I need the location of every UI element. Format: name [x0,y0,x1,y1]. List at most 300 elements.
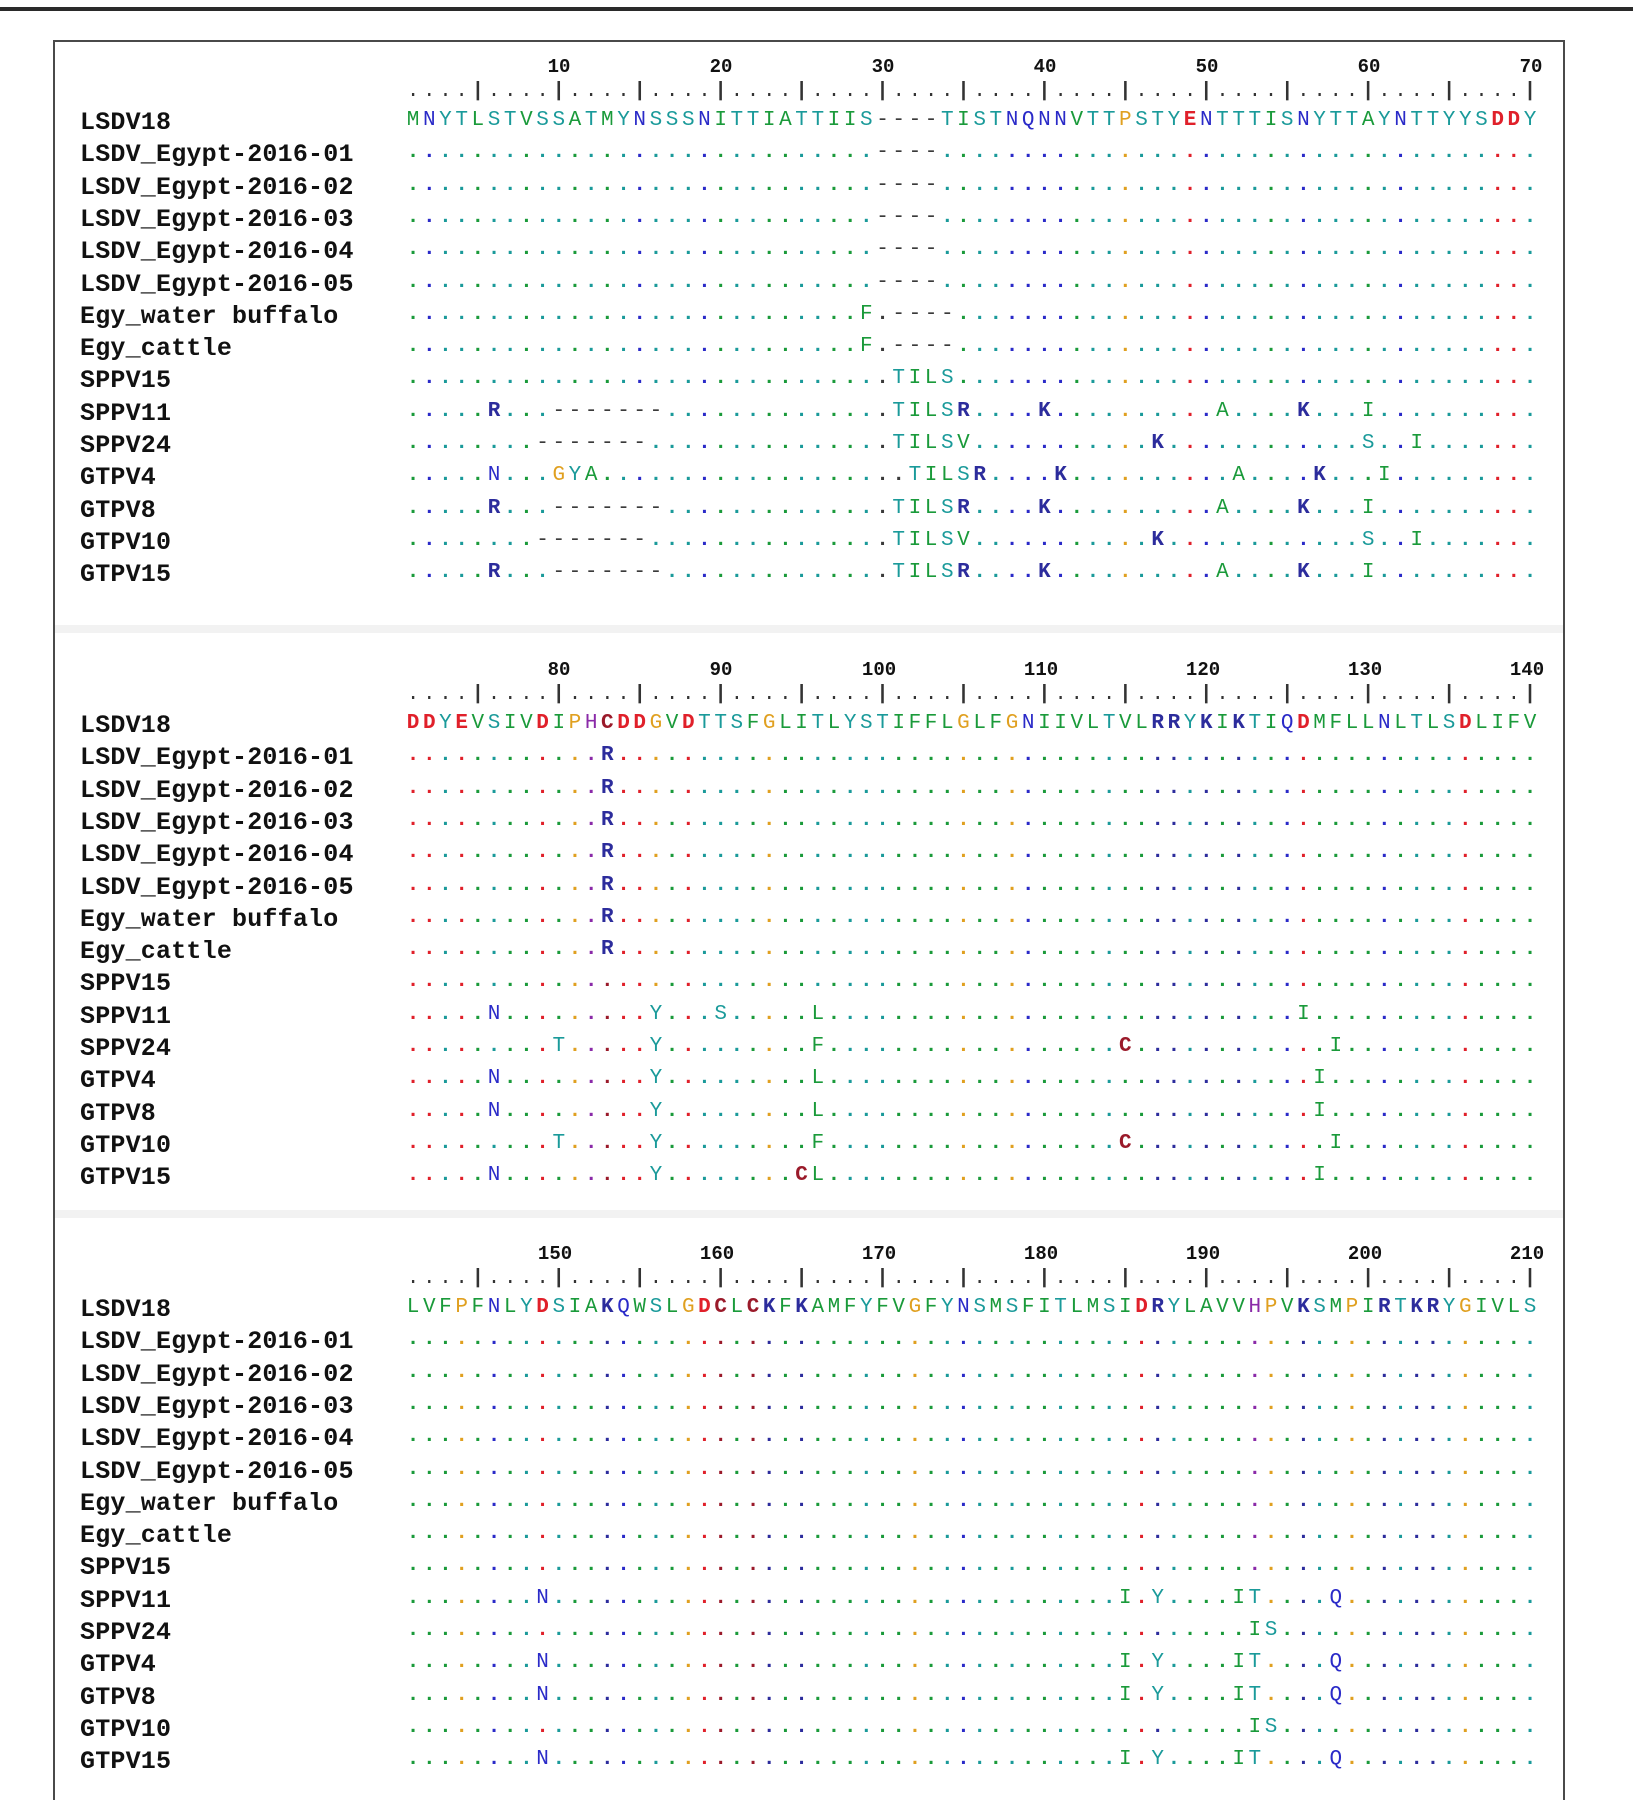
identical-residue: . [1054,141,1067,165]
identical-residue: . [795,1002,808,1026]
residue: Y [649,1067,663,1091]
identical-residue: . [1491,1164,1504,1188]
identical-residue: . [520,970,533,994]
identical-residue: . [989,496,1003,520]
identical-residue: . [1102,270,1116,294]
identical-residue: . [1021,1586,1035,1610]
residue: L [1394,712,1407,735]
identical-residue: . [1297,432,1310,455]
identical-residue: . [973,432,986,455]
residue: F [471,1296,485,1319]
residue: V [1491,1296,1504,1319]
identical-residue: . [1167,1002,1181,1026]
identical-residue: . [1005,528,1019,552]
identical-residue: . [860,1392,873,1416]
identical-residue: . [811,335,825,359]
identical-residue: . [1280,970,1294,994]
identical-residue: . [1216,1554,1229,1578]
identical-residue: . [1005,776,1019,800]
identical-residue: . [1426,1131,1440,1155]
identical-residue: . [1086,528,1100,552]
identical-residue: . [892,1425,906,1449]
identical-residue: . [779,1651,792,1675]
identical-residue: . [1378,873,1391,897]
identical-residue: . [1005,205,1019,229]
residue: N [487,1099,501,1123]
residue: E [1183,109,1197,132]
identical-residue: . [1005,744,1019,768]
identical-residue: . [1054,367,1067,391]
identical-residue: . [827,464,841,488]
identical-residue: . [455,808,468,832]
residue: I [1361,399,1375,423]
identical-residue: . [698,1554,711,1578]
identical-residue: . [1458,1554,1472,1578]
identical-residue: . [1005,873,1019,897]
identical-residue: . [1135,1619,1148,1642]
identical-residue: . [1216,238,1229,262]
identical-residue: . [698,776,711,800]
identical-residue: . [1102,302,1116,326]
identical-residue: . [617,744,630,768]
identical-residue: . [1232,776,1245,800]
identical-residue: . [455,970,468,994]
identical-residue: . [1313,1457,1326,1481]
identical-residue: . [746,432,760,455]
identical-residue: . [762,1586,776,1610]
identical-residue: . [617,1425,630,1449]
identical-residue: . [520,1425,533,1449]
identical-residue: . [665,808,679,832]
identical-residue: . [892,873,906,897]
identical-residue: . [536,1360,549,1384]
identical-residue: . [1361,776,1375,800]
identical-residue: . [779,841,792,865]
identical-residue: . [1378,841,1391,865]
residue: M [1086,1296,1100,1319]
identical-residue: . [892,1619,906,1642]
identical-residue: . [1232,335,1245,359]
identical-residue: . [568,1002,582,1026]
identical-residue: . [1264,1035,1278,1058]
identical-residue: . [1475,744,1488,768]
identical-residue: . [1021,873,1035,897]
identical-residue: . [1054,1425,1067,1449]
identical-residue: . [584,808,598,832]
identical-residue: . [1264,141,1278,165]
identical-residue: . [439,1425,452,1449]
identical-residue: . [989,1457,1003,1481]
identical-residue: . [1248,302,1262,326]
identical-residue: . [1507,1619,1521,1642]
identical-residue: . [1216,841,1229,865]
position-tick-label: 140 [1509,659,1545,681]
identical-residue: . [1264,367,1278,391]
identical-residue: . [1345,1554,1359,1578]
sequence-label: Egy_cattle [80,937,233,967]
identical-residue: . [811,744,825,768]
identical-residue: . [633,1328,647,1352]
identical-residue: . [1394,1360,1407,1384]
identical-residue: . [1151,238,1165,262]
identical-residue: . [487,367,501,391]
identical-residue: . [1313,1002,1326,1026]
sequence-row [405,430,1538,458]
identical-residue: . [503,302,517,326]
identical-residue: . [1442,1651,1456,1675]
identical-residue: . [1507,1489,1521,1513]
identical-residue: . [1232,399,1245,423]
identical-residue: . [439,238,452,262]
identical-residue: . [827,841,841,865]
identical-residue: . [892,1651,906,1675]
identical-residue: . [973,1619,986,1642]
identical-residue: . [762,528,776,552]
identical-residue: . [617,302,630,326]
identical-residue: . [568,1360,582,1384]
sequence-row [405,710,1538,738]
residue: D [1458,712,1472,735]
identical-residue: . [762,1522,776,1546]
identical-residue: . [503,744,517,768]
identical-residue: . [487,528,501,552]
sequence-label: Egy_water buffalo [80,904,339,934]
residue: F [779,1296,792,1319]
identical-residue: . [681,173,695,197]
identical-residue: . [1329,1522,1343,1546]
identical-residue: . [1458,1586,1472,1610]
identical-residue: . [989,238,1003,262]
identical-residue: . [811,776,825,800]
residue: I [1248,1715,1262,1739]
identical-residue: . [973,1131,986,1155]
identical-residue: . [439,1035,452,1058]
residue: V [1070,109,1084,132]
identical-residue: . [552,744,566,768]
identical-residue: . [924,1489,938,1513]
identical-residue: . [989,270,1003,294]
identical-residue: . [1199,1489,1213,1513]
identical-residue: . [665,464,679,488]
identical-residue: . [746,1619,760,1642]
identical-residue: . [1475,1360,1488,1384]
identical-residue: . [1491,905,1504,929]
identical-residue: . [681,496,695,520]
identical-residue: . [924,1425,938,1449]
identical-residue: . [1475,776,1488,800]
identical-residue: . [940,1457,954,1481]
identical-residue: . [876,1392,889,1416]
identical-residue: . [1216,1002,1229,1026]
identical-residue: . [892,1328,906,1352]
identical-residue: . [1264,496,1278,520]
identical-residue: . [1329,938,1343,962]
identical-residue: . [584,335,598,359]
identical-residue: . [1248,1522,1262,1546]
identical-residue: . [1313,1489,1326,1513]
sequence-row [405,1359,1538,1387]
identical-residue: . [1345,561,1359,585]
identical-residue: . [1021,464,1035,488]
identical-residue: . [1345,1035,1359,1058]
identical-residue: . [892,1554,906,1578]
identical-residue: . [746,1715,760,1739]
identical-residue: . [1394,141,1407,165]
identical-residue: . [1313,367,1326,391]
identical-residue: . [876,1360,889,1384]
identical-residue: . [1280,905,1294,929]
identical-residue: . [633,1067,647,1091]
identical-residue: . [1086,1457,1100,1481]
position-tick-label: 80 [547,659,571,681]
identical-residue: . [1378,1099,1391,1123]
identical-residue: . [827,1328,841,1352]
identical-residue: . [908,1035,922,1058]
identical-residue: . [455,938,468,962]
identical-residue: . [1297,528,1310,552]
identical-residue: . [649,528,663,552]
identical-residue: . [827,1586,841,1610]
sequence-label: SPPV24 [80,1034,172,1063]
identical-residue: . [1297,464,1310,488]
identical-residue: . [617,1360,630,1384]
identical-residue: . [1005,905,1019,929]
identical-residue: . [1054,399,1067,423]
identical-residue: . [1426,238,1440,262]
identical-residue: . [1038,841,1051,865]
residue: S [536,109,549,132]
residue: A [584,464,598,488]
identical-residue: . [568,141,582,165]
identical-residue: . [552,1683,566,1707]
identical-residue: . [1102,1522,1116,1546]
residue: R [601,808,614,832]
residue: Y [1151,1683,1165,1707]
identical-residue: . [681,432,695,455]
identical-residue: . [601,1425,614,1449]
identical-residue: . [1102,1651,1116,1675]
identical-residue: . [1021,1457,1035,1481]
identical-residue: . [1151,970,1165,994]
identical-residue: . [1313,1392,1326,1416]
identical-residue: . [1410,873,1424,897]
identical-residue: . [1507,238,1521,262]
identical-residue: . [1329,528,1343,552]
identical-residue: . [730,873,744,897]
identical-residue: . [1264,335,1278,359]
identical-residue: . [730,464,744,488]
identical-residue: . [520,1360,533,1384]
identical-residue: . [1005,1554,1019,1578]
identical-residue: . [1232,808,1245,832]
identical-residue: . [1297,1328,1310,1352]
identical-residue: . [1523,1360,1537,1384]
identical-residue: . [471,1489,485,1513]
identical-residue: . [1394,561,1407,585]
residue: D [633,712,647,735]
identical-residue: . [1297,776,1310,800]
identical-residue: . [1313,496,1326,520]
identical-residue: . [471,1457,485,1481]
identical-residue: . [406,1002,420,1026]
identical-residue: . [617,1522,630,1546]
residue: I [908,496,922,520]
identical-residue: . [422,1067,436,1091]
identical-residue: . [1378,205,1391,229]
identical-residue: . [1248,1457,1262,1481]
identical-residue: . [746,744,760,768]
identical-residue: . [1442,1554,1456,1578]
identical-residue: . [1151,464,1165,488]
identical-residue: . [536,205,549,229]
identical-residue: . [471,335,485,359]
residue: Y [1151,1586,1165,1610]
identical-residue: . [1167,1586,1181,1610]
identical-residue: . [1135,496,1148,520]
identical-residue: . [1135,205,1148,229]
identical-residue: . [1135,1715,1148,1739]
identical-residue: . [1054,1715,1067,1739]
identical-residue: . [1216,1489,1229,1513]
gap: - [552,528,566,552]
identical-residue: . [843,1554,857,1578]
residue: I [1491,712,1504,735]
identical-residue: . [649,1554,663,1578]
identical-residue: . [649,808,663,832]
identical-residue: . [714,1715,727,1739]
identical-residue: . [876,335,889,359]
identical-residue: . [1248,1489,1262,1513]
identical-residue: . [1070,238,1084,262]
identical-residue: . [681,1360,695,1384]
identical-residue: . [843,1131,857,1155]
identical-residue: . [1345,1457,1359,1481]
identical-residue: . [552,873,566,897]
identical-residue: . [843,1522,857,1546]
identical-residue: . [1475,1554,1488,1578]
identical-residue: . [1410,1554,1424,1578]
residue: F [876,1296,889,1319]
identical-residue: . [1491,141,1504,165]
residue: L [730,1296,744,1319]
identical-residue: . [1038,1683,1051,1707]
identical-residue: . [1410,1715,1424,1739]
identical-residue: . [1070,1035,1084,1058]
identical-residue: . [989,1554,1003,1578]
identical-residue: . [714,1683,727,1707]
identical-residue: . [730,1002,744,1026]
identical-residue: . [1523,1392,1537,1416]
identical-residue: . [1119,270,1132,294]
residue: D [698,1296,711,1319]
residue: C [601,712,614,735]
position-tick-label: 160 [699,1243,735,1265]
identical-residue: . [779,873,792,897]
identical-residue: . [843,528,857,552]
identical-residue: . [811,1619,825,1642]
identical-residue: . [601,270,614,294]
identical-residue: . [1199,335,1213,359]
identical-residue: . [746,399,760,423]
identical-residue: . [633,905,647,929]
identical-residue: . [811,367,825,391]
identical-residue: . [1086,1554,1100,1578]
identical-residue: . [568,1715,582,1739]
residue: I [908,367,922,391]
identical-residue: . [1054,270,1067,294]
identical-residue: . [827,776,841,800]
residue: R [487,496,501,520]
sequence-label: LSDV18 [80,1295,172,1324]
identical-residue: . [843,399,857,423]
identical-residue: . [1361,1099,1375,1123]
sequence-label: LSDV_Egypt-2016-01 [80,743,354,773]
residue: K [1297,1296,1310,1319]
identical-residue: . [843,970,857,994]
identical-residue: . [1135,1425,1148,1449]
identical-residue: . [665,1328,679,1352]
identical-residue: . [1232,1619,1245,1642]
identical-residue: . [1442,561,1456,585]
identical-residue: . [1216,432,1229,455]
identical-residue: . [1216,1586,1229,1610]
identical-residue: . [471,367,485,391]
identical-residue: . [536,808,549,832]
sequence-label: SPPV15 [80,1553,172,1583]
identical-residue: . [908,1457,922,1481]
residue: M [827,1296,841,1319]
identical-residue: . [1280,528,1294,552]
identical-residue: . [924,1360,938,1384]
identical-residue: . [1507,1099,1521,1123]
identical-residue: . [552,270,566,294]
identical-residue: . [1345,1067,1359,1091]
gap: - [617,399,630,423]
identical-residue: . [1442,173,1456,197]
identical-residue: . [940,1002,954,1026]
identical-residue: . [1135,1457,1148,1481]
identical-residue: . [1086,1328,1100,1352]
identical-residue: . [455,496,468,520]
identical-residue: . [1102,432,1116,455]
identical-residue: . [1345,841,1359,865]
sequence-label: GTPV10 [80,1714,172,1744]
identical-residue: . [1232,1099,1245,1123]
identical-residue: . [746,1425,760,1449]
identical-residue: . [1216,905,1229,929]
identical-residue: . [1102,1131,1116,1155]
identical-residue: . [1410,141,1424,165]
identical-residue: . [633,808,647,832]
identical-residue: . [422,1586,436,1610]
identical-residue: . [1313,1748,1326,1772]
identical-residue: . [1005,367,1019,391]
identical-residue: . [568,1425,582,1449]
identical-residue: . [1426,302,1440,326]
identical-residue: . [908,1164,922,1188]
residue: E [455,712,468,735]
identical-residue: . [698,744,711,768]
identical-residue: . [1523,1425,1537,1449]
identical-residue: . [665,302,679,326]
identical-residue: . [439,1522,452,1546]
identical-residue: . [1410,302,1424,326]
residue: K [1410,1296,1424,1319]
identical-residue: . [1329,841,1343,865]
identical-residue: . [1507,561,1521,585]
identical-residue: . [1264,1651,1278,1675]
identical-residue: . [665,1651,679,1675]
